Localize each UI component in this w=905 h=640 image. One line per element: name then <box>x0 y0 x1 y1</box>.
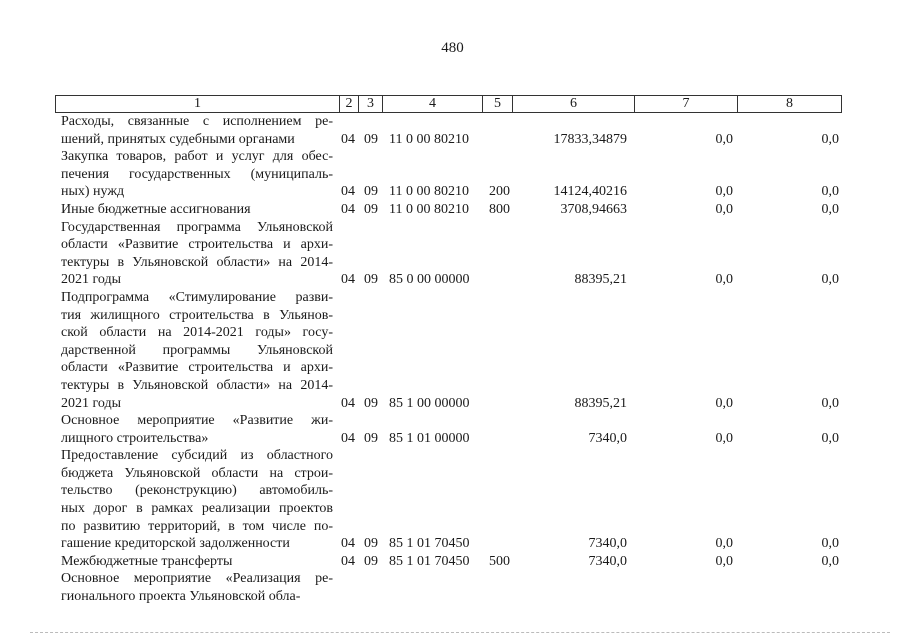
cell-c3: 09 <box>364 536 378 552</box>
header-col-2: 2 <box>339 96 358 112</box>
description-line: Закупка товаров, работ и услуг для обес- <box>61 149 333 165</box>
cell-c5: 500 <box>489 553 510 569</box>
description-line: Иные бюджетные ассигнования <box>61 201 251 217</box>
cell-c7: 0,0 <box>715 430 733 446</box>
cell-c7: 0,0 <box>715 536 733 552</box>
description-line: Предоставление субсидий из областного <box>61 448 333 464</box>
description-line: тия жилищного строительства в Ульянов- <box>61 307 333 323</box>
cell-c6: 17833,34879 <box>553 131 627 147</box>
cell-c6: 7340,0 <box>588 430 627 446</box>
description-line: Государственная программа Ульяновской <box>61 219 333 235</box>
description-line: Основное мероприятие «Реализация ре- <box>61 571 333 587</box>
cell-c2: 04 <box>341 553 355 569</box>
cell-c3: 09 <box>364 430 378 446</box>
cell-c7: 0,0 <box>715 395 733 411</box>
header-col-3: 3 <box>358 96 382 112</box>
cell-c6: 88395,21 <box>574 395 627 411</box>
cell-c2: 04 <box>341 131 355 147</box>
cell-c2: 04 <box>341 430 355 446</box>
table-row <box>61 570 841 605</box>
page-edge-dots <box>30 632 890 636</box>
header-col-4: 4 <box>382 96 482 112</box>
cell-c3: 09 <box>364 131 378 147</box>
description-line: ных) нужд <box>61 184 125 200</box>
table-row <box>61 553 841 571</box>
description-line: ской области на 2014-2021 годы» госу- <box>61 325 333 341</box>
row-values <box>61 553 841 571</box>
cell-c2: 04 <box>341 201 355 217</box>
cell-c7: 0,0 <box>715 201 733 217</box>
cell-c8: 0,0 <box>821 131 839 147</box>
description-line: тектуры в Ульяновской области» на 2014- <box>61 254 333 270</box>
description-line: Межбюджетные трансферты <box>61 553 233 569</box>
cell-c8: 0,0 <box>821 395 839 411</box>
cell-c7: 0,0 <box>715 553 733 569</box>
cell-c4: 85 1 01 70450 <box>389 553 470 569</box>
cell-c4: 85 0 00 00000 <box>389 272 470 288</box>
description-line: области «Развитие строительства и архи- <box>61 237 333 253</box>
description-line: 2021 годы <box>61 395 122 411</box>
header-col-1: 1 <box>194 96 201 111</box>
row-values <box>61 271 841 289</box>
cell-c8: 0,0 <box>821 201 839 217</box>
description-line: дарственной программы Ульяновской <box>61 342 333 358</box>
header-col-8: 8 <box>737 96 841 112</box>
cell-c8: 0,0 <box>821 536 839 552</box>
cell-c3: 09 <box>364 184 378 200</box>
description-line: Расходы, связанные с исполнением ре- <box>61 114 333 129</box>
cell-c6: 14124,40216 <box>553 184 627 200</box>
description-line: шений, принятых судебными органами <box>61 131 295 147</box>
table-row <box>61 148 841 201</box>
row-values <box>61 588 841 606</box>
cell-c2: 04 <box>341 536 355 552</box>
table-row <box>61 289 841 412</box>
cell-c4: 11 0 00 80210 <box>389 184 469 200</box>
header-col-5: 5 <box>482 96 512 112</box>
cell-c2: 04 <box>341 395 355 411</box>
row-values <box>61 183 841 201</box>
description-line: области «Развитие строительства и архи- <box>61 360 333 376</box>
page-number: 480 <box>441 40 464 56</box>
cell-c4: 85 1 01 70450 <box>389 536 470 552</box>
description-line: Основное мероприятие «Развитие жи- <box>61 413 333 429</box>
description-line: Подпрограмма «Стимулирование разви- <box>61 289 333 305</box>
description-line: лищного строительства» <box>61 430 209 446</box>
table-row <box>61 201 841 219</box>
cell-c8: 0,0 <box>821 553 839 569</box>
cell-c4: 11 0 00 80210 <box>389 131 469 147</box>
cell-c7: 0,0 <box>715 272 733 288</box>
table-row <box>61 412 841 447</box>
description-line: 2021 годы <box>61 272 122 288</box>
description-line: по развитию территорий, в том числе по- <box>61 518 333 534</box>
description-line: тельство (реконструкцию) автомобиль- <box>61 483 333 499</box>
row-values <box>61 131 841 149</box>
header-col-6: 6 <box>512 96 634 112</box>
row-values <box>61 201 841 219</box>
cell-c6: 7340,0 <box>588 553 627 569</box>
description-line: тектуры в Ульяновской области» на 2014- <box>61 377 333 393</box>
table-row <box>61 447 841 553</box>
row-values <box>61 430 841 448</box>
table-row <box>61 219 841 289</box>
cell-c6: 3708,94663 <box>560 201 627 217</box>
cell-c2: 04 <box>341 272 355 288</box>
cell-c4: 85 1 01 00000 <box>389 430 470 446</box>
cell-c3: 09 <box>364 553 378 569</box>
table-header <box>55 95 842 113</box>
description-line: гашение кредиторской задолженности <box>61 536 290 552</box>
description-line: ных дорог в рамках реализации проектов <box>61 501 333 517</box>
description-line: бюджета Ульяновской области на строи- <box>61 465 333 481</box>
row-values <box>61 535 841 553</box>
cell-c8: 0,0 <box>821 430 839 446</box>
cell-c3: 09 <box>364 201 378 217</box>
cell-c6: 88395,21 <box>574 272 627 288</box>
cell-c6: 7340,0 <box>588 536 627 552</box>
description-line: гионального проекта Ульяновской обла- <box>61 589 301 605</box>
cell-c7: 0,0 <box>715 184 733 200</box>
cell-c5: 200 <box>489 184 510 200</box>
budget-table-body <box>61 113 841 606</box>
cell-c5: 800 <box>489 201 510 217</box>
description-line: печения государственных (муниципаль- <box>61 166 333 182</box>
cell-c3: 09 <box>364 395 378 411</box>
table-row <box>61 113 841 148</box>
cell-c8: 0,0 <box>821 184 839 200</box>
cell-c4: 11 0 00 80210 <box>389 201 469 217</box>
cell-c3: 09 <box>364 272 378 288</box>
row-values <box>61 395 841 413</box>
header-col-7: 7 <box>634 96 737 112</box>
cell-c2: 04 <box>341 184 355 200</box>
cell-c7: 0,0 <box>715 131 733 147</box>
cell-c8: 0,0 <box>821 272 839 288</box>
cell-c4: 85 1 00 00000 <box>389 395 470 411</box>
